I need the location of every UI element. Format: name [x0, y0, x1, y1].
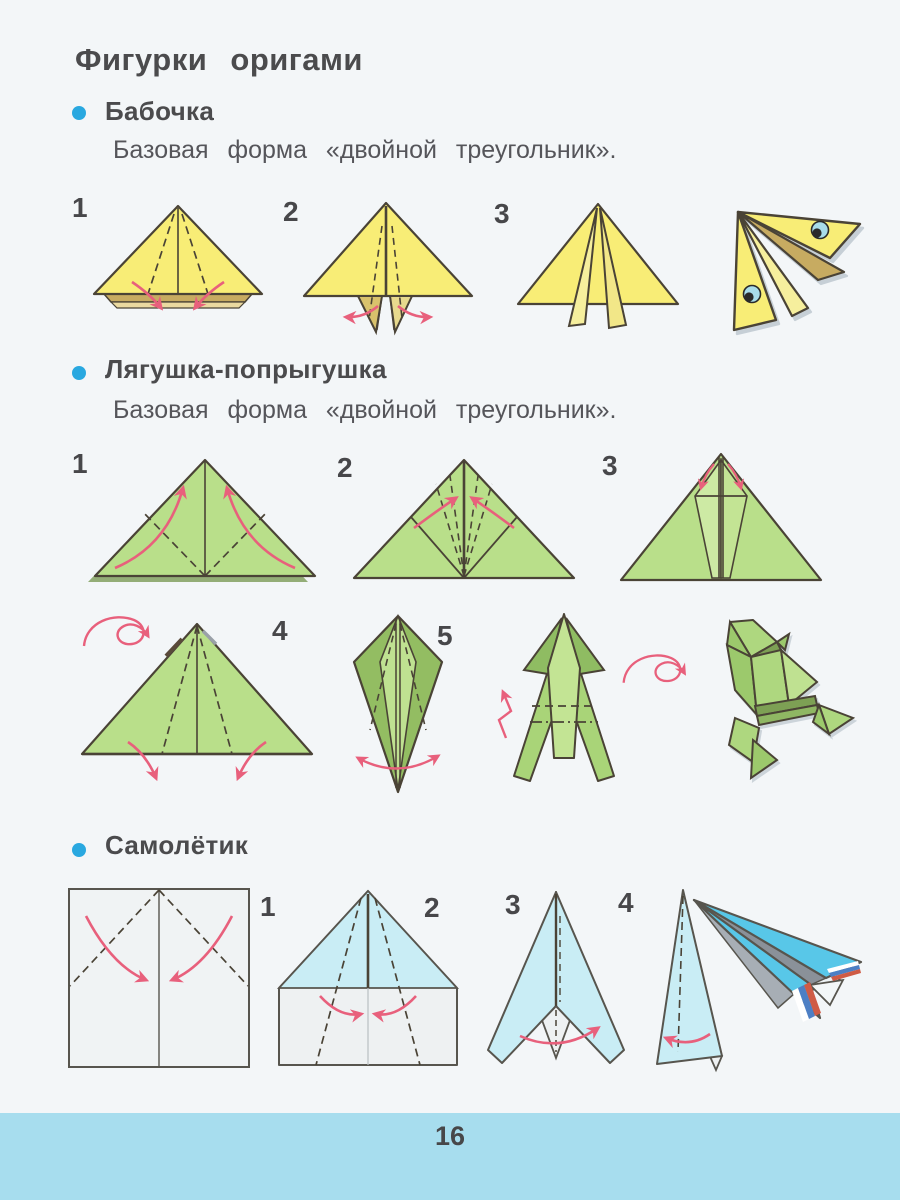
butterfly-step-number-2: 2: [283, 196, 299, 227]
frog-step-number-1: 1: [72, 448, 88, 479]
plane-step1-diagram: [66, 886, 252, 1070]
frog-final-diagram: [705, 610, 870, 795]
butterfly-step3-diagram: [512, 198, 684, 333]
section-butterfly-subtitle: Базовая форма «двойной треугольник».: [113, 136, 617, 164]
frog-step3-diagram: [615, 446, 827, 594]
frog-step-number-5: 5: [437, 620, 453, 651]
frog-step-number-4: 4: [272, 615, 288, 646]
plane-step2-diagram: [276, 888, 460, 1068]
frog-step4-diagram: [70, 612, 318, 787]
frog-step-number-2: 2: [337, 452, 353, 483]
frog-step2-diagram: [350, 452, 578, 590]
plane-step-number-1: 1: [260, 891, 276, 922]
butterfly-final-diagram: [712, 192, 867, 337]
bullet-icon: [72, 843, 86, 857]
frog-step5-result-diagram: [492, 606, 620, 798]
frog-step1-diagram: [85, 448, 320, 590]
plane-step-number-2: 2: [424, 892, 440, 923]
footer-band: [0, 1113, 900, 1200]
plane-step3-diagram: [480, 886, 632, 1084]
butterfly-step1-diagram: [88, 200, 268, 325]
section-frog-label: Лягушка-попрыгушка: [105, 354, 387, 384]
page-number: 16: [434, 1121, 466, 1151]
plane-step-number-4: 4: [618, 887, 634, 918]
rotate-arrow-icon: [616, 648, 694, 708]
bullet-icon: [72, 366, 86, 380]
page-title: Фигурки оригами: [75, 42, 363, 77]
section-plane-label: Самолётик: [105, 830, 249, 860]
plane-final-diagram: [690, 884, 890, 1044]
butterfly-step-number-3: 3: [494, 198, 510, 229]
section-butterfly-label: Бабочка: [105, 96, 215, 126]
plane-step-number-3: 3: [505, 889, 521, 920]
frog-step-number-3: 3: [602, 450, 618, 481]
bullet-icon: [72, 106, 86, 120]
frog-step5-diagram: [350, 610, 446, 798]
butterfly-step2-diagram: [298, 198, 478, 338]
butterfly-step-number-1: 1: [72, 192, 88, 223]
section-frog-subtitle: Базовая форма «двойной треугольник».: [113, 396, 617, 424]
